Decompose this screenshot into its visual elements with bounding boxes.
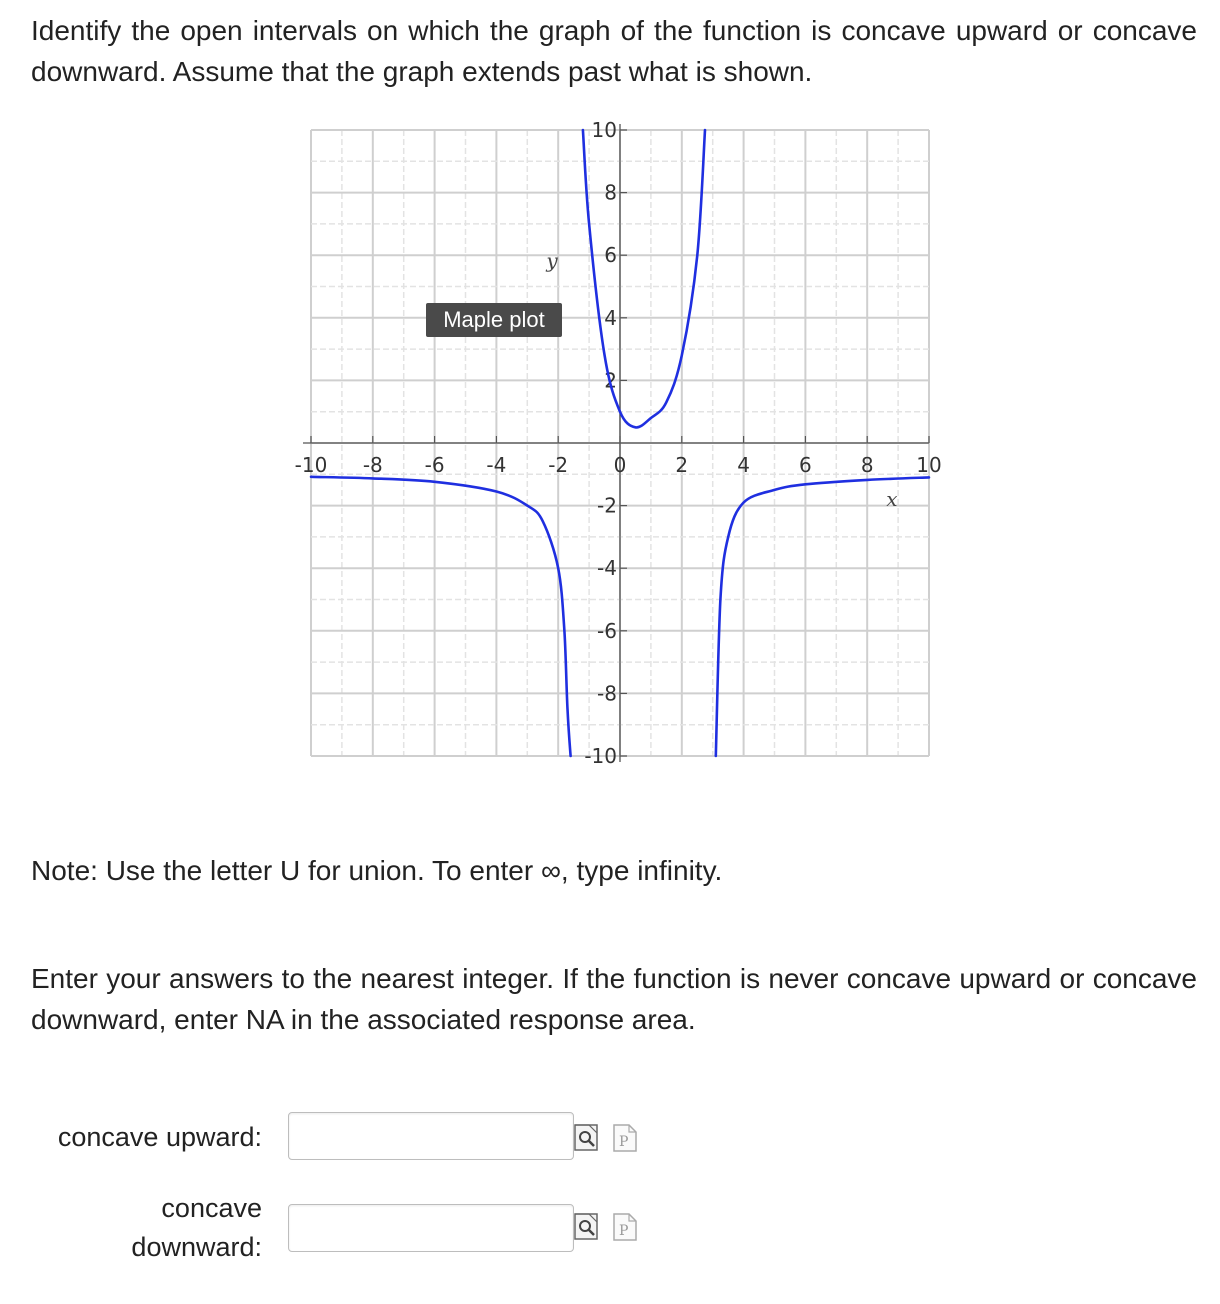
concave-upward-input[interactable] (288, 1112, 574, 1160)
maple-plot[interactable] (280, 112, 960, 772)
x-tick-label: 8 (860, 453, 874, 477)
svg-text:P: P (619, 1134, 629, 1150)
instructions-text: Enter your answers to the nearest integer. If the function is never concave upward or concave downward, enter NA in the associated response area. (31, 963, 1197, 1035)
plot-tooltip: Maple plot (426, 303, 562, 337)
question-intro: Identify the open intervals on which the graph of the function is concave upward or concave downward. Assume that the graph extends past what is shown. (31, 15, 1197, 87)
help-icon[interactable] (612, 1124, 638, 1152)
x-tick-label: -10 (294, 453, 328, 477)
curve-branch-2 (583, 130, 705, 427)
curve-branch-3 (716, 477, 929, 756)
concave-downward-input[interactable] (288, 1204, 574, 1252)
concave-downward-label: concave downward: (131, 1193, 262, 1262)
y-tick-label: 8 (604, 180, 617, 205)
y-tick-label: 6 (604, 243, 617, 268)
y-tick-label: 2 (604, 368, 617, 393)
y-tick-label: -4 (597, 556, 617, 581)
x-tick-label: -2 (548, 453, 569, 477)
x-tick-label: -6 (424, 453, 445, 477)
note-text: Note: Use the letter U for union. To enter ∞, type infinity. (31, 855, 723, 886)
y-tick-label: -10 (584, 744, 617, 768)
curve-branch-1 (311, 477, 571, 756)
x-tick-label: 4 (737, 453, 750, 477)
svg-text:P: P (619, 1223, 629, 1239)
plot-svg (280, 112, 960, 772)
x-tick-label: -8 (362, 453, 383, 477)
x-axis-label: x (886, 487, 898, 511)
y-tick-label: 4 (604, 305, 617, 330)
x-tick-label: 2 (675, 453, 689, 477)
y-tick-label: 10 (591, 118, 617, 142)
y-tick-label: -8 (597, 681, 617, 706)
y-axis-label: y (546, 248, 558, 273)
x-tick-label: -4 (486, 453, 507, 477)
preview-icon[interactable] (574, 1124, 600, 1152)
preview-icon[interactable] (574, 1213, 600, 1241)
x-tick-label: 6 (799, 453, 812, 477)
y-tick-label: -2 (597, 493, 617, 518)
y-tick-label: -6 (597, 618, 617, 643)
x-tick-label: 10 (916, 453, 942, 477)
help-icon[interactable] (612, 1213, 638, 1241)
x-tick-label: 0 (613, 453, 627, 477)
concave-upward-label: concave upward: (57, 1122, 262, 1152)
